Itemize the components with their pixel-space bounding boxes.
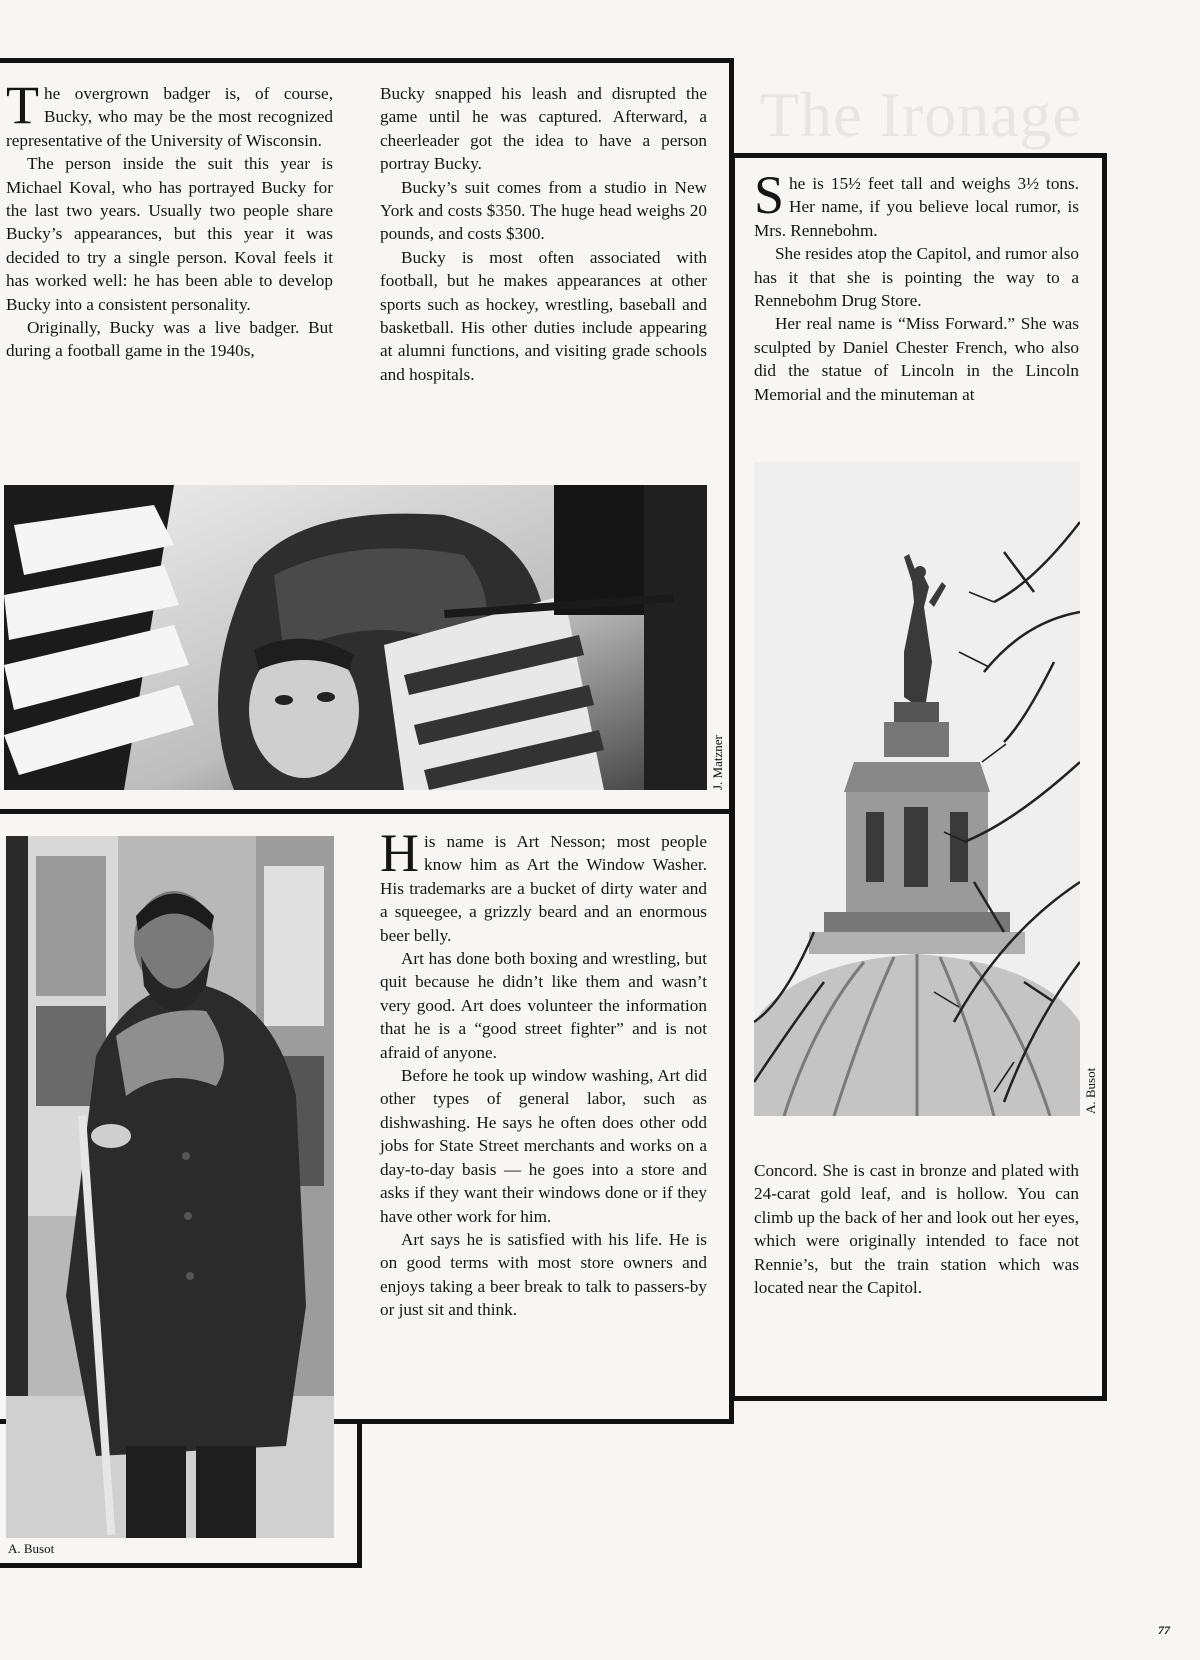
bucky-article-column-2 [380,82,707,386]
art-dropcap: H [380,823,419,883]
bucky-paragraph: Bucky snapped his leash and disrupted the game until he was captured. Afterward, a cheerleader got the idea to have a person portray Bucky. [380,84,707,174]
art-photo-credit: A. Busot [8,1541,55,1556]
bucky-mascot-photo [4,485,707,790]
statue-article-top [754,165,1079,406]
statue-dropcap: S [754,165,785,225]
art-paragraph: is name is Art Nesson; most people know him as Art the Window Washer. His trademarks are a bucket of dirty water and a squeegee, a grizzly beard and an enormous beer belly. [380,832,707,945]
statue-paragraph: Her real name is “Miss Forward.” She was sculpted by Daniel Chester French, who also did the statue of Lincoln in the Lincoln Memorial and the minuteman at [754,314,1079,404]
bucky-photo-credit: J. Matzner [710,735,725,790]
capitol-statue-photo [754,462,1080,1116]
bucky-paragraph: he overgrown badger is, of course, Bucky, who may be the most recognized representative of the University of Wisconsin. [6,84,333,150]
bucky-paragraph: Bucky’s suit comes from a studio in New York and costs $350. The huge head weighs 20 pounds, and costs $300. [380,177,707,244]
statue-paragraph: Concord. She is cast in bronze and plated with 24-carat gold leaf, and is hollow. You can climb up the back of her and look out her eyes, which were originally intended to face not Rennie’s, but the train station which was located near the Capitol. [754,1161,1079,1298]
bucky-article-column-1 [6,75,333,363]
art-paragraph: Art says he is satisfied with his life. He is on good terms with most store owners and enjoys taking a beer break to talk to passers-by or just sit and think. [380,1229,707,1320]
art-paragraph: Before he took up window washing, Art did other types of general labor, such as dishwashing. He says he often does other odd jobs for State Street merchants and works on a day-to-day basis — he goes into a store and asks if they want their windows done or if they have other work for him. [380,1066,707,1226]
bucky-paragraph: Originally, Bucky was a live badger. But during a football game in the 1940s, [6,318,333,361]
art-article [380,823,707,1322]
bucky-paragraph: The person inside the suit this year is Michael Koval, who has portrayed Bucky for the last two years. Usually two people share Bucky’s appearances, but this year it was decided to try a single person. Koval feels it has worked well: he has been able to develop Bucky into a consistent personality. [6,154,333,314]
page-number: 77 [1158,1623,1170,1637]
bucky-dropcap: T [6,75,39,135]
statue-paragraph: he is 15½ feet tall and weighs 3½ tons. Her name, if you believe local rumor, is Mrs. Rennebohm. [754,174,1079,240]
background-title-ghost: The Ironage [760,79,1082,150]
art-paragraph: Art has done both boxing and wrestling, but quit because he didn’t like them and wasn’t very good. Art does volunteer the information that he is a “good street fighter” and is not afraid of anyone. [380,949,707,1062]
statue-photo-credit: A. Busot [1083,1067,1098,1114]
art-nesson-photo [6,836,334,1538]
bucky-paragraph: Bucky is most often associated with football, but he makes appearances at other sports such as hockey, wrestling, baseball and basketball. His other duties include appearing at alumni functions, and visiting grade schools and hospitals. [380,247,707,384]
statue-paragraph: She resides atop the Capitol, and rumor also has it that she is pointing the way to a Rennebohm Drug Store. [754,244,1079,311]
statue-article-bottom [754,1159,1079,1299]
